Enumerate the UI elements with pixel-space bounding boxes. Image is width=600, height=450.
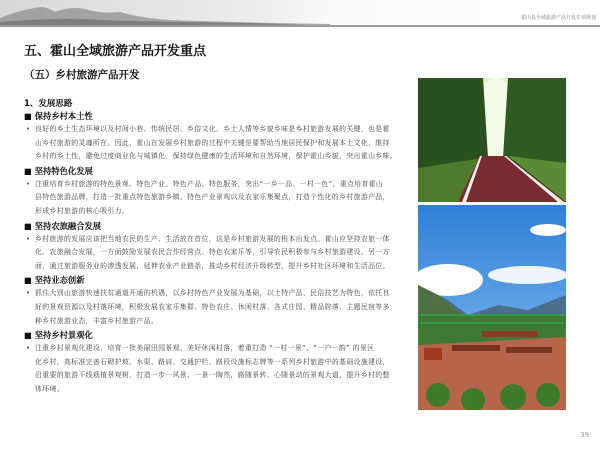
- section-heading: ■ 坚持业态创新: [24, 275, 85, 286]
- section-heading: ■ 坚持特色化发展: [24, 165, 93, 176]
- section-subtitle: （五）乡村旅游产品开发: [24, 69, 140, 81]
- page-title: 五、霍山全域旅游产品开发重点: [24, 44, 207, 59]
- paragraph-line: 良好的乡土生态环境以及村间小巷、传统民居、乡俗文化、乡土人情等乡貌乡味是乡村旅游发展的关键，也是霍: [35, 125, 390, 133]
- section-paragraph: [24, 342, 394, 396]
- paragraph-line: 面，通过旅游服务业的渗透发展，延伸农业产业链条，推动乡村经济升级转型，提升乡村社区环境和生活品位。: [35, 261, 390, 270]
- section-heading: ■ 坚持乡村景观化: [24, 330, 93, 341]
- subsection-heading: 1、发展思路: [24, 99, 73, 109]
- paragraph-line: 乡村的乡土性，避免过度商业化与城镇化，保持绿色健康的生活环境和自然环境，保护霍山乡貌，突出霍山乡味。: [35, 152, 398, 161]
- paragraph-line: 乡村旅游的发展应该把当地农民的生产、生活放在首位，这是乡村旅游发展的根本出发点。霍山应坚持农旅一体: [35, 234, 390, 243]
- paragraph-line: 形成乡村旅游的核心吸引力。: [35, 206, 130, 215]
- paragraph-line: 注重培育乡村旅游的特色景观、特色产业、特色产品、特色服务，突出“一乡一品、一村一色”，重点培育霍山: [35, 179, 384, 188]
- section-heading: ■ 保持乡村本土性: [24, 111, 93, 121]
- paragraph-line: 好的景观资源以及村落环境，积极发展农家乐集群、特色农庄、休闲村落、各式庄园、精品院落、主题民宿等多: [35, 302, 390, 311]
- header-banner: [0, 0, 600, 26]
- terrace-mountain-photo: [418, 205, 566, 410]
- paragraph-line: 沿重要的旅游干线栽植景观树，打造一步一风景、一景一陶然，路随景转、心随景动的景观大道，提升乡村的整: [35, 371, 390, 380]
- bullet-icon: •: [26, 344, 31, 353]
- section-paragraph: [24, 233, 394, 274]
- bamboo-road-photo: [418, 78, 566, 202]
- header-rule: [0, 25, 600, 27]
- section-paragraph: [24, 287, 394, 328]
- bullet-icon: •: [26, 125, 31, 133]
- paragraph-line: 化乡村，高标准完善石砌护坡、水渠、路肩、交通护栏、路段设施标志牌等一系列乡村旅游中的基础设施建设，: [35, 357, 390, 366]
- paragraph-line: 注重乡村景观化建设，培育一批美丽田园景观、美好休闲村落，着重打造 “一村一景”、“一户一韵” 的景区: [35, 344, 375, 353]
- section-heading: ■ 坚持农旅融合发展: [24, 220, 102, 231]
- section-paragraph: [24, 178, 394, 219]
- paragraph-line: 化、农旅融合发展，一方面鼓励发展农民合作经营点、特色农家乐等，引导农民积极参与乡村旅游建设。另一方: [35, 248, 390, 257]
- paragraph-line: 抓住大别山旅游快速扶贫通道开通的机遇，以乡村特色产业发展为基础，以土特产品、民俗技艺为特色，依托良: [35, 289, 390, 298]
- section-2: [24, 164, 394, 219]
- paragraph-line: 种乡村旅游业态，丰富乡村旅游产品。: [35, 316, 159, 325]
- paragraph-line: 山乡村旅游的灵魂所在。因此，霍山在发展乡村旅游的过程中关键是要帮助当地居民保护和发展本土文化，维持: [35, 138, 390, 147]
- page-number: 39: [580, 431, 589, 439]
- section-paragraph: [24, 123, 398, 164]
- bullet-icon: •: [26, 289, 31, 298]
- ink-mountain-decoration: [0, 0, 330, 26]
- section-3: [24, 219, 394, 274]
- bullet-icon: •: [26, 179, 31, 188]
- document-header-title: 霍山县全域旅游产品开发专项规划: [520, 15, 596, 21]
- section-5: [24, 328, 394, 396]
- section-1: [24, 109, 398, 164]
- paragraph-line: 体环境。: [35, 384, 64, 393]
- bullet-icon: •: [26, 234, 31, 243]
- section-4: [24, 273, 394, 328]
- paragraph-line: 县特色旅游品牌，打造一批重点特色旅游乡镇、特色产业景观以及农家乐集聚点，打造个性化的乡村旅游产品，: [35, 193, 390, 202]
- content-body: [24, 109, 398, 397]
